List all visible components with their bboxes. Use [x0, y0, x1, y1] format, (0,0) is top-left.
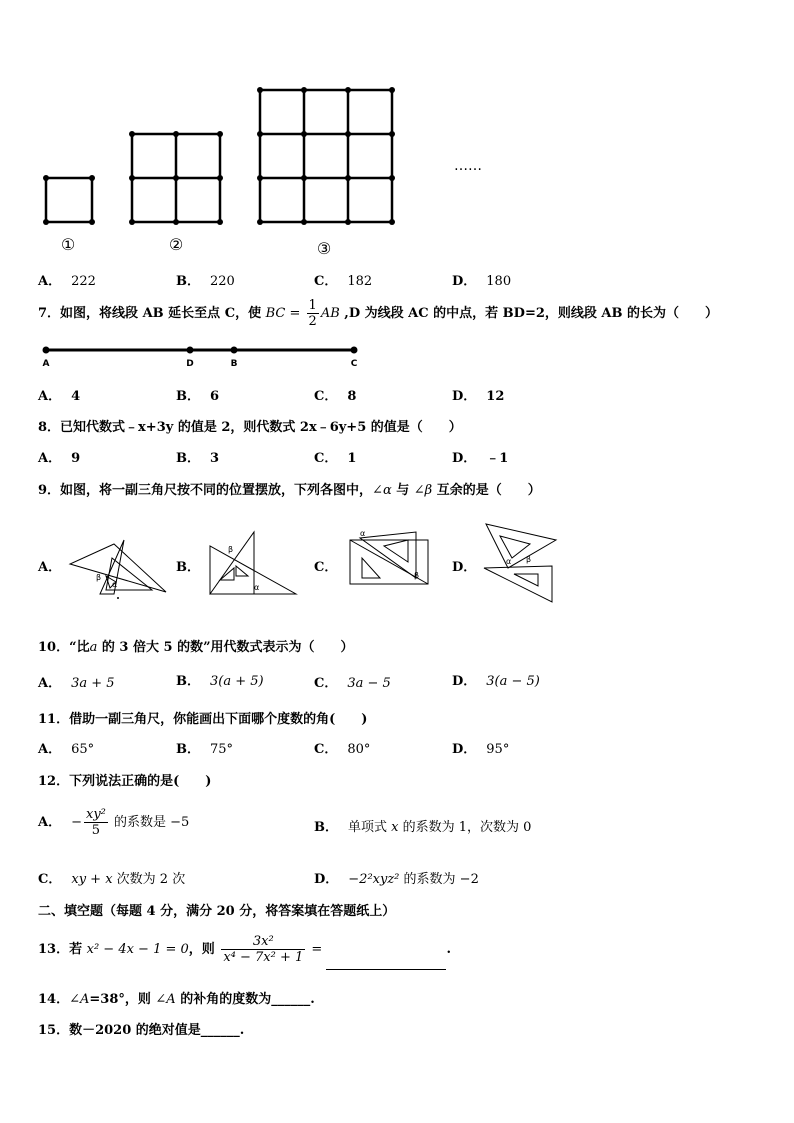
- q8-option-a[interactable]: [38, 447, 90, 466]
- q13-stem: 13．若 x² − 4x − 1 = 0，则 $\frac{\text{3x²}}{\text{x⁴ − 7x² + 1}}$ = .: [38, 930, 451, 970]
- option-text: 3(a + 5): [210, 674, 264, 689]
- q11-option-b[interactable]: [176, 738, 233, 757]
- answer-blank[interactable]: [326, 955, 446, 970]
- figure-label-1: ①: [60, 235, 76, 254]
- square-figure-3: [260, 90, 392, 222]
- q8-option-d[interactable]: [452, 447, 518, 466]
- q7-stem: 7．如图，将线段 AB 延长至点 C，使 BC = $\frac{1}{2}$ AB ,D 为线段 AC 的中点，若 BD=2，则线段 AB 的长为（ ）: [38, 298, 719, 329]
- option-text: 6: [210, 389, 220, 404]
- option-letter: D．: [452, 560, 477, 575]
- q6-option-d[interactable]: [452, 270, 511, 289]
- point-label-b: B: [230, 359, 238, 369]
- option-letter: D．: [452, 274, 477, 289]
- option-letter: A．: [38, 389, 62, 404]
- q12-option-b[interactable]: [314, 816, 531, 835]
- option-letter: B．: [176, 674, 200, 689]
- q9-option-b[interactable]: [176, 556, 210, 575]
- option-text: 的系数是 −5: [109, 815, 190, 830]
- beta-label: β: [414, 571, 420, 580]
- option-letter: B．: [176, 560, 200, 575]
- option-letter: B．: [176, 742, 200, 757]
- q6-option-a[interactable]: [38, 270, 96, 289]
- option-text: 3: [210, 451, 220, 466]
- minus-sign: −: [71, 815, 82, 830]
- option-text: 180: [486, 274, 512, 289]
- option-letter: A．: [38, 815, 62, 830]
- q15-stem: 15．数－2020 的绝对值是______.: [38, 1023, 245, 1038]
- option-letter: C．: [314, 389, 338, 404]
- option-letter: C．: [314, 451, 338, 466]
- q7-option-d[interactable]: [452, 385, 514, 404]
- expression: −2²xyz²: [348, 872, 400, 887]
- q7-segment-figure: [38, 340, 368, 370]
- point-label-c: C: [350, 359, 358, 369]
- option-letter: C．: [314, 742, 338, 757]
- option-text: ﹣1: [486, 451, 509, 466]
- option-text: 80°: [347, 742, 371, 757]
- option-letter: A．: [38, 274, 62, 289]
- q10-option-b[interactable]: [176, 670, 264, 689]
- q7-option-c[interactable]: [314, 385, 366, 404]
- option-text: 3(a − 5): [486, 674, 540, 689]
- option-text: 3a − 5: [347, 676, 391, 691]
- q6-option-c[interactable]: [314, 270, 372, 289]
- option-text: 12: [486, 389, 505, 404]
- variable-x: x: [391, 820, 399, 835]
- q12-option-d[interactable]: [314, 868, 479, 887]
- option-text: 75°: [210, 742, 234, 757]
- q12-option-c[interactable]: [38, 868, 185, 887]
- beta-label: α: [112, 580, 118, 589]
- q10-stem: 10．“比a 的 3 倍大 5 的数”用代数式表示为（ ）: [38, 640, 354, 655]
- q7-option-b[interactable]: [176, 385, 229, 404]
- figure-ellipsis: ……: [454, 158, 482, 174]
- option-letter: D．: [314, 872, 339, 887]
- q9-stem: 9．如图，将一副三角尺按不同的位置摆放，下列各图中，∠α 与 ∠β 互余的是（ ）: [38, 483, 541, 498]
- q11-option-a[interactable]: [38, 738, 94, 757]
- q10-option-a[interactable]: [38, 672, 115, 691]
- option-letter: A．: [38, 560, 62, 575]
- option-letter: D．: [452, 451, 477, 466]
- q12-option-a[interactable]: [38, 803, 189, 843]
- option-text: 9: [71, 451, 81, 466]
- option-text: 220: [210, 274, 235, 289]
- option-text: 次数为 2 次: [112, 872, 186, 887]
- option-text: 222: [71, 274, 96, 289]
- option-letter: D．: [452, 674, 477, 689]
- option-letter: A．: [38, 742, 62, 757]
- square-figure-1: [46, 178, 92, 222]
- option-letter: C．: [314, 676, 338, 691]
- option-letter: C．: [314, 560, 338, 575]
- q9-figure-d[interactable]: [478, 518, 560, 604]
- option-text: 4: [71, 389, 81, 404]
- q9-figure-a[interactable]: [66, 538, 176, 600]
- q9-figure-b[interactable]: [206, 528, 298, 598]
- option-letter: D．: [452, 742, 477, 757]
- option-letter: C．: [38, 872, 62, 887]
- expression: xy + x: [71, 872, 113, 887]
- option-text: 单项式: [348, 820, 392, 835]
- option-letter: A．: [38, 451, 62, 466]
- figure-label-2: ②: [168, 235, 184, 254]
- option-text: 8: [347, 389, 357, 404]
- option-text: 的系数为 −2: [399, 872, 479, 887]
- q11-option-d[interactable]: [452, 738, 509, 757]
- alpha-label: α: [254, 583, 260, 592]
- option-letter: B．: [314, 820, 338, 835]
- fraction-one-half: $\frac{1}{2}$: [308, 298, 317, 329]
- option-letter: B．: [176, 389, 200, 404]
- q10-option-c[interactable]: [314, 672, 391, 691]
- q10-option-d[interactable]: [452, 670, 540, 689]
- q6-option-b[interactable]: [176, 270, 235, 289]
- option-letter: B．: [176, 451, 200, 466]
- grid-pattern-figure: [38, 82, 498, 262]
- fraction-expression: $\frac{\text{3x²}}{\text{x⁴ − 7x² + 1}}$: [223, 934, 304, 965]
- option-letter: B．: [176, 274, 200, 289]
- option-text: 95°: [486, 742, 510, 757]
- q7-option-a[interactable]: [38, 385, 90, 404]
- q8-option-b[interactable]: [176, 447, 229, 466]
- fraction-xy2-over-5: $\frac{\text{xy²}}{5}$: [86, 807, 106, 838]
- q8-stem: 8．已知代数式﹣x+3y 的值是 2，则代数式 2x﹣6y+5 的值是（ ）: [38, 420, 462, 435]
- option-text: 1: [347, 451, 357, 466]
- section-heading-fill-in: 二、填空题（每题 4 分，满分 20 分，将答案填在答题纸上）: [38, 904, 396, 919]
- beta-label: β: [228, 545, 234, 554]
- point-label-d: D: [186, 359, 194, 369]
- option-letter: A．: [38, 676, 62, 691]
- option-letter: D．: [452, 389, 477, 404]
- q11-stem: 11．借助一副三角尺，你能画出下面哪个度数的角( ): [38, 712, 368, 727]
- option-letter: C．: [314, 274, 338, 289]
- option-text: 65°: [71, 742, 95, 757]
- q8-option-c[interactable]: [314, 447, 366, 466]
- beta-label: β: [526, 555, 532, 564]
- figure-label-3: ③: [316, 239, 332, 258]
- option-text: 182: [347, 274, 373, 289]
- point-label-a: A: [42, 359, 50, 369]
- q12-stem: 12．下列说法正确的是( ): [38, 774, 212, 789]
- alpha-label: α: [360, 529, 366, 538]
- q14-stem: 14．∠A=38°，则 ∠A 的补角的度数为______.: [38, 992, 315, 1007]
- alpha-label: α: [506, 557, 512, 566]
- q9-option-c[interactable]: [314, 556, 347, 575]
- option-text: 的系数为 1，次数为 0: [398, 820, 532, 835]
- option-text: 3a + 5: [71, 676, 115, 691]
- q11-option-c[interactable]: [314, 738, 370, 757]
- alpha-label: β: [96, 573, 102, 582]
- q9-figure-c[interactable]: [346, 528, 432, 588]
